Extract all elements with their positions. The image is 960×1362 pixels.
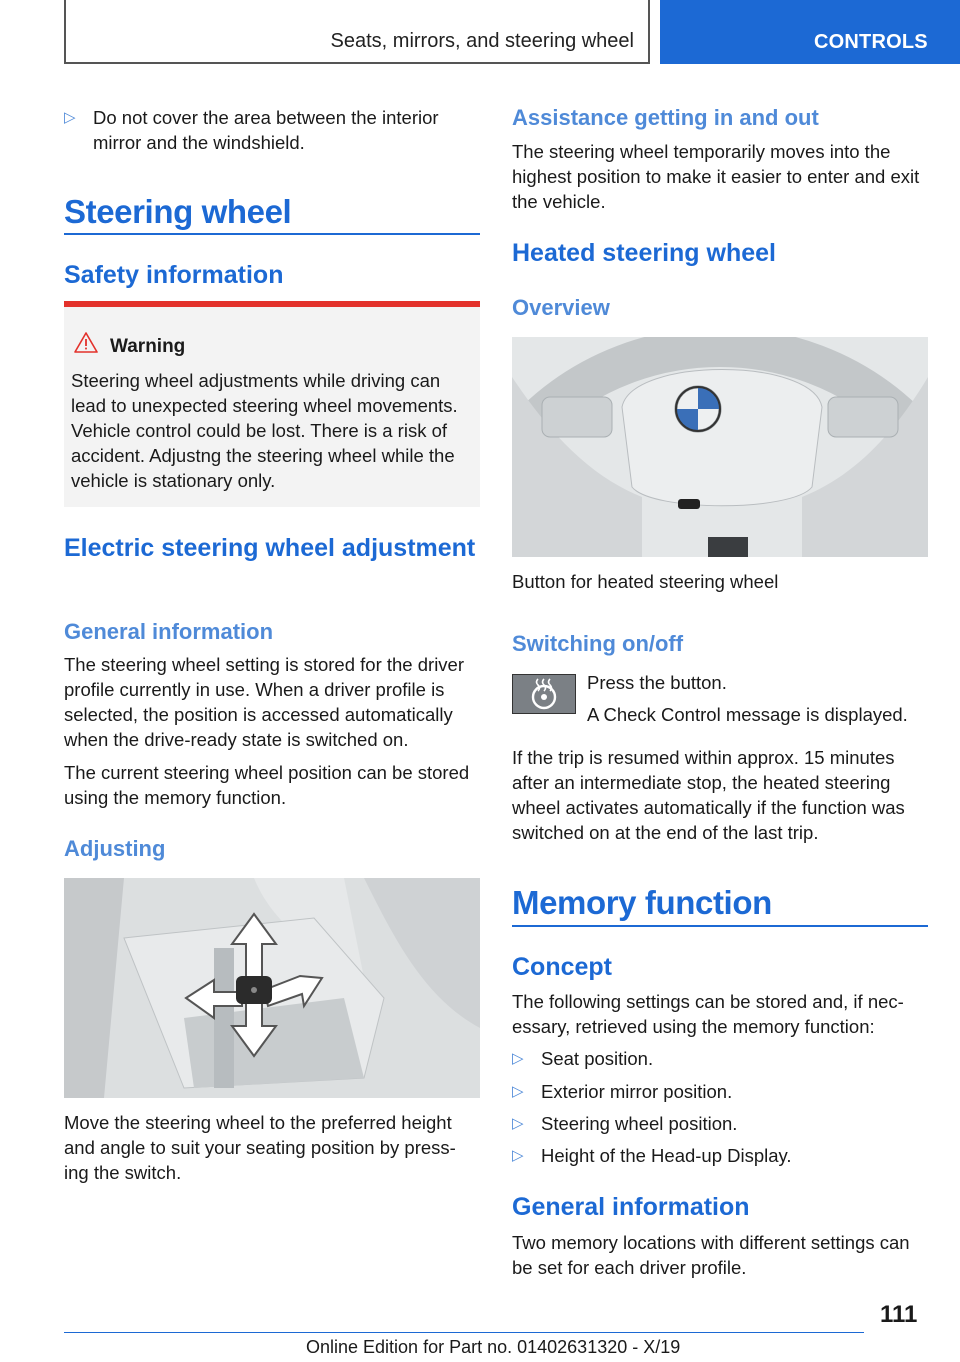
- page-number: 111: [880, 1301, 918, 1328]
- heated-wheel-image: [512, 337, 928, 557]
- header-chapter-box: [660, 0, 960, 64]
- paragraph-concept: The following settings can be stored and, if nec-essary, retrieved using the memory function:: [512, 991, 904, 1037]
- heading-rule: [64, 233, 480, 235]
- bullet-triangle-icon: ▷: [64, 109, 76, 126]
- paragraph-press-button: Press the button.: [587, 672, 727, 693]
- heading-general-information-2: General information: [512, 1193, 750, 1221]
- bullet-triangle-icon: ▷: [512, 1050, 524, 1067]
- heading-adjusting: Adjusting: [64, 836, 166, 861]
- heading-general-information: General information: [64, 619, 274, 644]
- heading-overview: Overview: [512, 295, 610, 320]
- warning-body: Steering wheel adjustments while driving can lead to unexpected steering wheel movements. Vehicle control could be lost. There is a risk of accident. Adjustng the steering wheel while the vehicle is stationary only.: [71, 370, 458, 491]
- list-item-text: Do not cover the area between the interior mirror and the windshield.: [93, 107, 439, 153]
- list-item-text: Seat position.: [541, 1048, 654, 1069]
- header-section-box: [64, 0, 650, 64]
- paragraph-assistance: The steering wheel temporarily moves into the highest position to make it easier to enter and exit the vehicle.: [512, 141, 920, 212]
- paragraph-check-control: A Check Control message is displayed.: [587, 704, 908, 725]
- warning-triangle-icon: [74, 331, 98, 353]
- steering-switch-image: [64, 878, 480, 1098]
- heading-assistance: Assistance getting in and out: [512, 105, 819, 130]
- footer-edition: Online Edition for Part no. 01402631320 - X/19: [306, 1337, 681, 1357]
- heading-rule: [512, 925, 928, 927]
- paragraph-adjusting: Move the steering wheel to the preferred height and angle to suit your seating position by press-ing the switch.: [64, 1112, 456, 1183]
- paragraph-general-2: The current steering wheel position can be stored using the memory function.: [64, 762, 470, 808]
- heading-switching: Switching on/off: [512, 631, 684, 656]
- paragraph-general-1: The steering wheel setting is stored for the driver profile currently in use. When a driver profile is selected, the position is accessed automatically when the drive-ready state is switched on.: [64, 654, 464, 750]
- list-item-text: Exterior mirror position.: [541, 1081, 733, 1102]
- bullet-triangle-icon: ▷: [512, 1115, 524, 1132]
- warning-title: Warning: [110, 336, 186, 357]
- warning-box: [64, 301, 480, 507]
- heading-steering-wheel: Steering wheel: [64, 193, 292, 230]
- heading-safety-information: Safety information: [64, 261, 284, 289]
- list-item-text: Height of the Head-up Display.: [541, 1145, 792, 1166]
- header-section-title: Seats, mirrors, and steering wheel: [330, 30, 634, 52]
- paragraph-trip: If the trip is resumed within approx. 15 minutes after an intermediate stop, the heated steering wheel activates automatically if the function was switched on at the end of the last trip.: [512, 747, 905, 843]
- bullet-triangle-icon: ▷: [512, 1147, 524, 1164]
- heading-concept: Concept: [512, 953, 612, 981]
- heated-wheel-button-icon: [512, 674, 576, 714]
- heading-memory-function: Memory function: [512, 884, 772, 921]
- bullet-triangle-icon: ▷: [512, 1083, 524, 1100]
- heading-heated-steering-wheel: Heated steering wheel: [512, 239, 776, 267]
- paragraph-general-memory: Two memory locations with different settings can be set for each driver profile.: [512, 1232, 910, 1278]
- caption-heated-wheel: Button for heated steering wheel: [512, 571, 779, 592]
- list-item-text: Steering wheel position.: [541, 1113, 738, 1134]
- header-chapter-title: CONTROLS: [814, 31, 928, 53]
- footer-rule: [64, 1332, 864, 1333]
- heading-electric-adjustment: Electric steering wheel adjustment: [64, 534, 476, 562]
